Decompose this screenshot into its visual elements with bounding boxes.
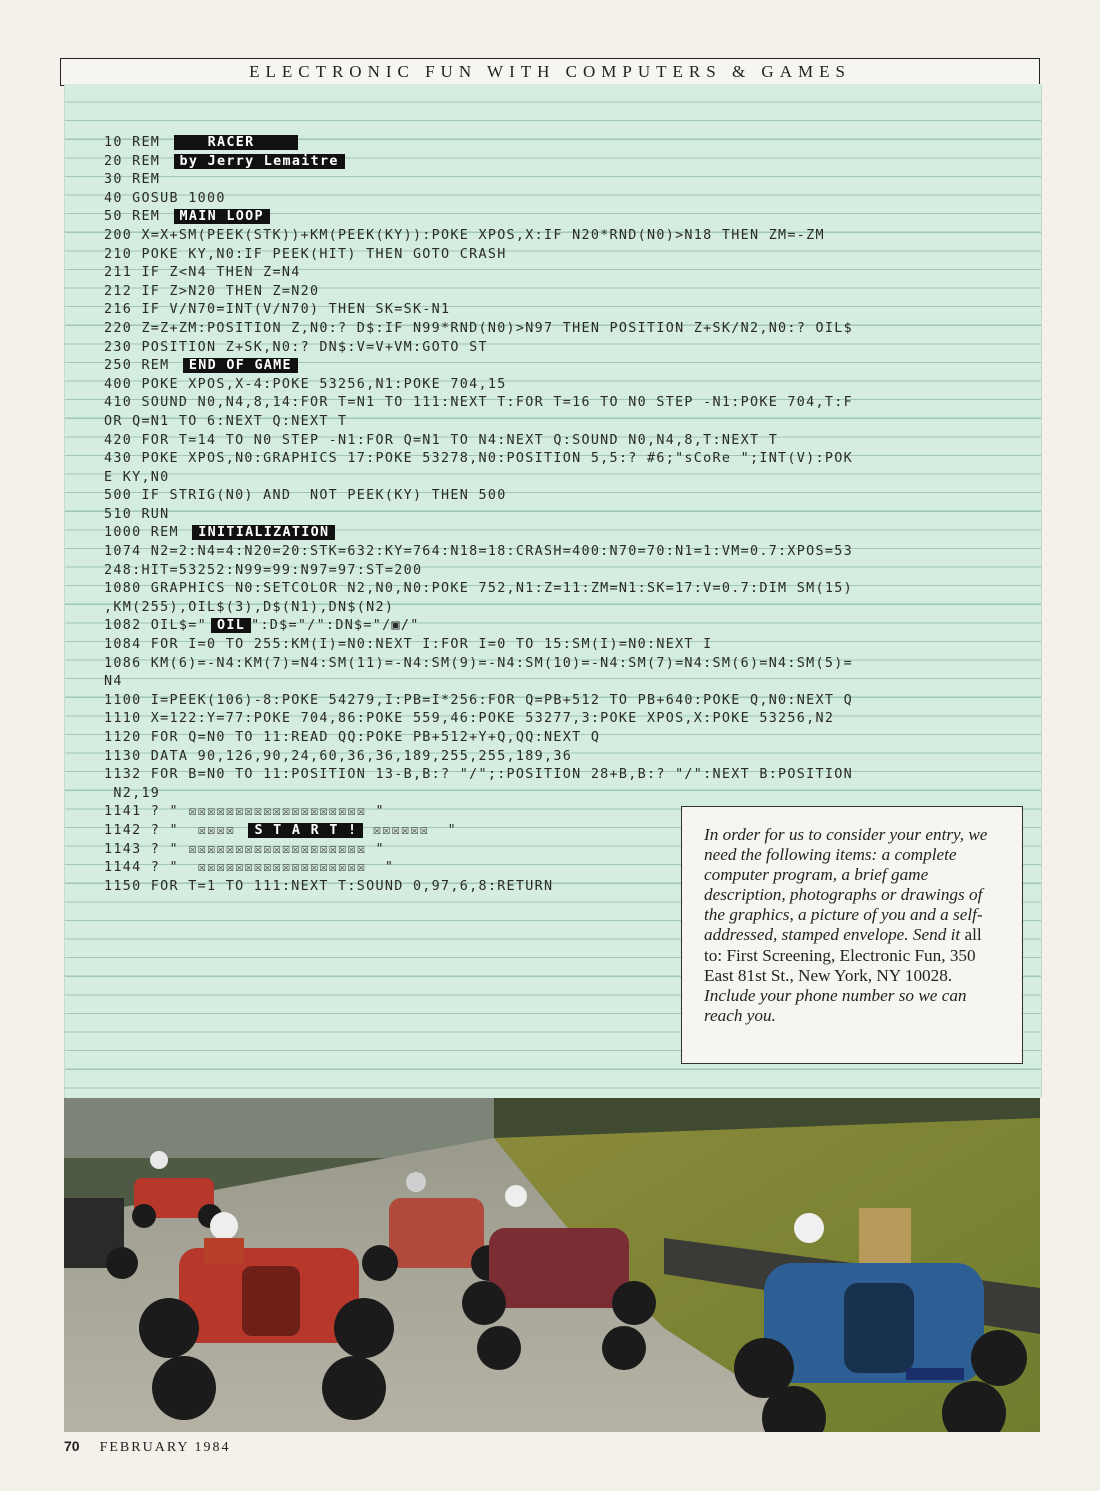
listing-text: OR Q=N1 TO 6:NEXT Q:NEXT T bbox=[104, 413, 348, 429]
listing-text: 40 GOSUB 1000 bbox=[104, 190, 226, 206]
listing-text: 410 SOUND N0,N4,8,14:FOR T=N1 TO 111:NEXT T:FOR T=16 TO N0 STEP -N1:POKE 704,T:F bbox=[104, 395, 853, 411]
listing-text: 1142 ? " ☒☒☒☒ bbox=[104, 822, 245, 838]
listing-line bbox=[104, 301, 1004, 320]
listing-text: 1143 ? " ☒☒☒☒☒☒☒☒☒☒☒☒☒☒☒☒☒☒☒ " bbox=[104, 841, 385, 857]
listing-line bbox=[104, 636, 1004, 655]
listing-line bbox=[104, 673, 1004, 692]
spectator-area bbox=[64, 1098, 494, 1158]
rules-italic-text: In order for us to consider your entry, we need the following items: a complete computer program, a brief game description, photographs or drawings of the graphics, a picture of you and a self-addressed, stamped envelope. Send it bbox=[704, 825, 988, 945]
listing-text: 50 REM bbox=[104, 209, 170, 225]
page-number: 70 bbox=[64, 1438, 80, 1454]
listing-line bbox=[104, 208, 1004, 227]
listing-line bbox=[104, 543, 1004, 562]
listing-line bbox=[104, 599, 1004, 618]
listing-line bbox=[104, 692, 1004, 711]
listing-line bbox=[104, 766, 1004, 785]
listing-text: ☒☒☒☒☒☒ " bbox=[363, 822, 458, 838]
listing-text: 430 POKE XPOS,N0:GRAPHICS 17:POKE 53278,N0:POSITION 5,5:? #6;"sCoRe ";INT(V):POK bbox=[104, 451, 853, 467]
listing-inverse-label: MAIN LOOP bbox=[174, 209, 270, 224]
listing-line bbox=[104, 617, 1004, 636]
listing-line bbox=[104, 264, 1004, 283]
listing-line bbox=[104, 655, 1004, 674]
submission-rules-text bbox=[704, 825, 1004, 1026]
listing-line bbox=[104, 487, 1004, 506]
listing-line bbox=[104, 134, 1004, 153]
listing-text: 230 POSITION Z+SK,N0:? DN$:V=V+VM:GOTO ST bbox=[104, 339, 488, 355]
listing-text: 400 POKE XPOS,X-4:POKE 53256,N1:POKE 704,15 bbox=[104, 376, 507, 392]
listing-line bbox=[104, 171, 1004, 190]
issue-date: FEBRUARY 1984 bbox=[99, 1440, 231, 1455]
listing-text: 30 REM bbox=[104, 172, 161, 188]
listing-text: E KY,N0 bbox=[104, 469, 170, 485]
listing-text: 1130 DATA 90,126,90,24,60,36,36,189,255,255,189,36 bbox=[104, 748, 573, 764]
listing-line bbox=[104, 320, 1004, 339]
listing-text: 248:HIT=53252:N99=99:N97=97:ST=200 bbox=[104, 562, 423, 578]
listing-text: 1150 FOR T=1 TO 111:NEXT T:SOUND 0,97,6,8:RETURN bbox=[104, 878, 554, 894]
listing-inverse-label: S T A R T ! bbox=[248, 823, 363, 838]
listing-line bbox=[104, 246, 1004, 265]
listing-text: 220 Z=Z+ZM:POSITION Z,N0:? D$:IF N99*RND(N0)>N97 THEN POSITION Z+SK/N2,N0:? OIL$ bbox=[104, 320, 853, 336]
listing-text: 1000 REM bbox=[104, 525, 189, 541]
listing-text: 211 IF Z<N4 THEN Z=N4 bbox=[104, 265, 301, 281]
listing-line bbox=[104, 413, 1004, 432]
listing-line bbox=[104, 524, 1004, 543]
listing-text: 1100 I=PEEK(106)-8:POKE 54279,I:PB=I*256:FOR Q=PB+512 TO PB+640:POKE Q,N0:NEXT Q bbox=[104, 692, 853, 708]
listing-line bbox=[104, 432, 1004, 451]
listing-text: 1086 KM(6)=-N4:KM(7)=N4:SM(11)=-N4:SM(9)=-N4:SM(10)=-N4:SM(7)=N4:SM(6)=N4:SM(5)= bbox=[104, 655, 853, 671]
listing-inverse-label: RACER bbox=[174, 135, 298, 150]
listing-line bbox=[104, 562, 1004, 581]
listing-line bbox=[104, 580, 1004, 599]
listing-text: 1082 OIL$=" bbox=[104, 618, 207, 634]
listing-line bbox=[104, 339, 1004, 358]
listing-text: 210 POKE KY,N0:IF PEEK(HIT) THEN GOTO CRASH bbox=[104, 246, 507, 262]
listing-inverse-label: OIL bbox=[211, 618, 251, 633]
listing-text: N2,19 bbox=[104, 785, 161, 801]
listing-text: 200 X=X+SM(PEEK(STK))+KM(PEEK(KY)):POKE XPOS,X:IF N20*RND(N0)>N18 THEN ZM=-ZM bbox=[104, 227, 825, 243]
listing-line bbox=[104, 748, 1004, 767]
program-listing bbox=[104, 134, 1004, 896]
listing-line bbox=[104, 710, 1004, 729]
listing-text: ,KM(255),OIL$(3),D$(N1),DN$(N2) bbox=[104, 599, 395, 615]
listing-text: ":D$="/":DN$="/▣/" bbox=[251, 618, 420, 634]
listing-line bbox=[104, 227, 1004, 246]
listing-line bbox=[104, 357, 1004, 376]
listing-line bbox=[104, 785, 1004, 804]
listing-line bbox=[104, 469, 1004, 488]
listing-text: 212 IF Z>N20 THEN Z=N20 bbox=[104, 283, 320, 299]
listing-text: 250 REM bbox=[104, 358, 179, 374]
listing-text: 420 FOR T=14 TO N0 STEP -N1:FOR Q=N1 TO N4:NEXT Q:SOUND N0,N4,8,T:NEXT T bbox=[104, 432, 779, 448]
racing-cars-illustration bbox=[64, 1098, 1040, 1432]
listing-text: 1084 FOR I=0 TO 255:KM(I)=N0:NEXT I:FOR I=0 TO 15:SM(I)=N0:NEXT I bbox=[104, 637, 713, 653]
listing-line bbox=[104, 190, 1004, 209]
listing-line bbox=[104, 394, 1004, 413]
listing-text: 1120 FOR Q=N0 TO 11:READ QQ:POKE PB+512+Y+Q,QQ:NEXT Q bbox=[104, 730, 601, 745]
listing-line bbox=[104, 506, 1004, 525]
listing-text: 20 REM bbox=[104, 153, 170, 169]
listing-text: 1110 X=122:Y=77:POKE 704,86:POKE 559,46:POKE 53277,3:POKE XPOS,X:POKE 53256,N2 bbox=[104, 711, 835, 727]
listing-text: N4 bbox=[104, 674, 123, 690]
listing-text: 1074 N2=2:N4=4:N20=20:STK=632:KY=764:N18=18:CRASH=400:N70=70:N1=1:VM=0.7:XPOS=53 bbox=[104, 544, 853, 560]
listing-line bbox=[104, 283, 1004, 302]
racing-cars-photo bbox=[64, 1098, 1040, 1432]
submission-rules-box bbox=[681, 806, 1023, 1064]
page-footer bbox=[64, 1436, 230, 1456]
listing-text: 1080 GRAPHICS N0:SETCOLOR N2,N0,N0:POKE 752,N1:Z=11:ZM=N1:SK=17:V=0.7:DIM SM(15) bbox=[104, 581, 853, 597]
listing-line bbox=[104, 376, 1004, 395]
listing-text: 10 REM bbox=[104, 135, 170, 150]
listing-line bbox=[104, 729, 1004, 748]
listing-line bbox=[104, 450, 1004, 469]
listing-inverse-label: INITIALIZATION bbox=[192, 525, 335, 540]
listing-inverse-label: END OF GAME bbox=[183, 358, 298, 373]
listing-line bbox=[104, 153, 1004, 172]
listing-text: 1144 ? " ☒☒☒☒☒☒☒☒☒☒☒☒☒☒☒☒☒☒ " bbox=[104, 860, 395, 876]
listing-text: 510 RUN bbox=[104, 506, 170, 522]
listing-text: 500 IF STRIG(N0) AND NOT PEEK(KY) THEN 500 bbox=[104, 488, 507, 504]
listing-inverse-label: by Jerry Lemaitre bbox=[174, 154, 345, 169]
rules-address-text: all to: First Screening, Electronic Fun, 350 East 81st St., New York, NY 10028. bbox=[704, 925, 982, 985]
listing-text: 216 IF V/N70=INT(V/N70) THEN SK=SK-N1 bbox=[104, 302, 451, 318]
magazine-header: ELECTRONIC FUN WITH COMPUTERS & GAMES bbox=[60, 58, 1040, 86]
rules-italic-end-text: Include your phone number so we can reach you. bbox=[704, 985, 967, 1025]
listing-text: 1141 ? " ☒☒☒☒☒☒☒☒☒☒☒☒☒☒☒☒☒☒☒ " bbox=[104, 804, 385, 820]
listing-text: 1132 FOR B=N0 TO 11:POSITION 13-B,B:? "/";:POSITION 28+B,B:? "/":NEXT B:POSITION bbox=[104, 767, 853, 783]
